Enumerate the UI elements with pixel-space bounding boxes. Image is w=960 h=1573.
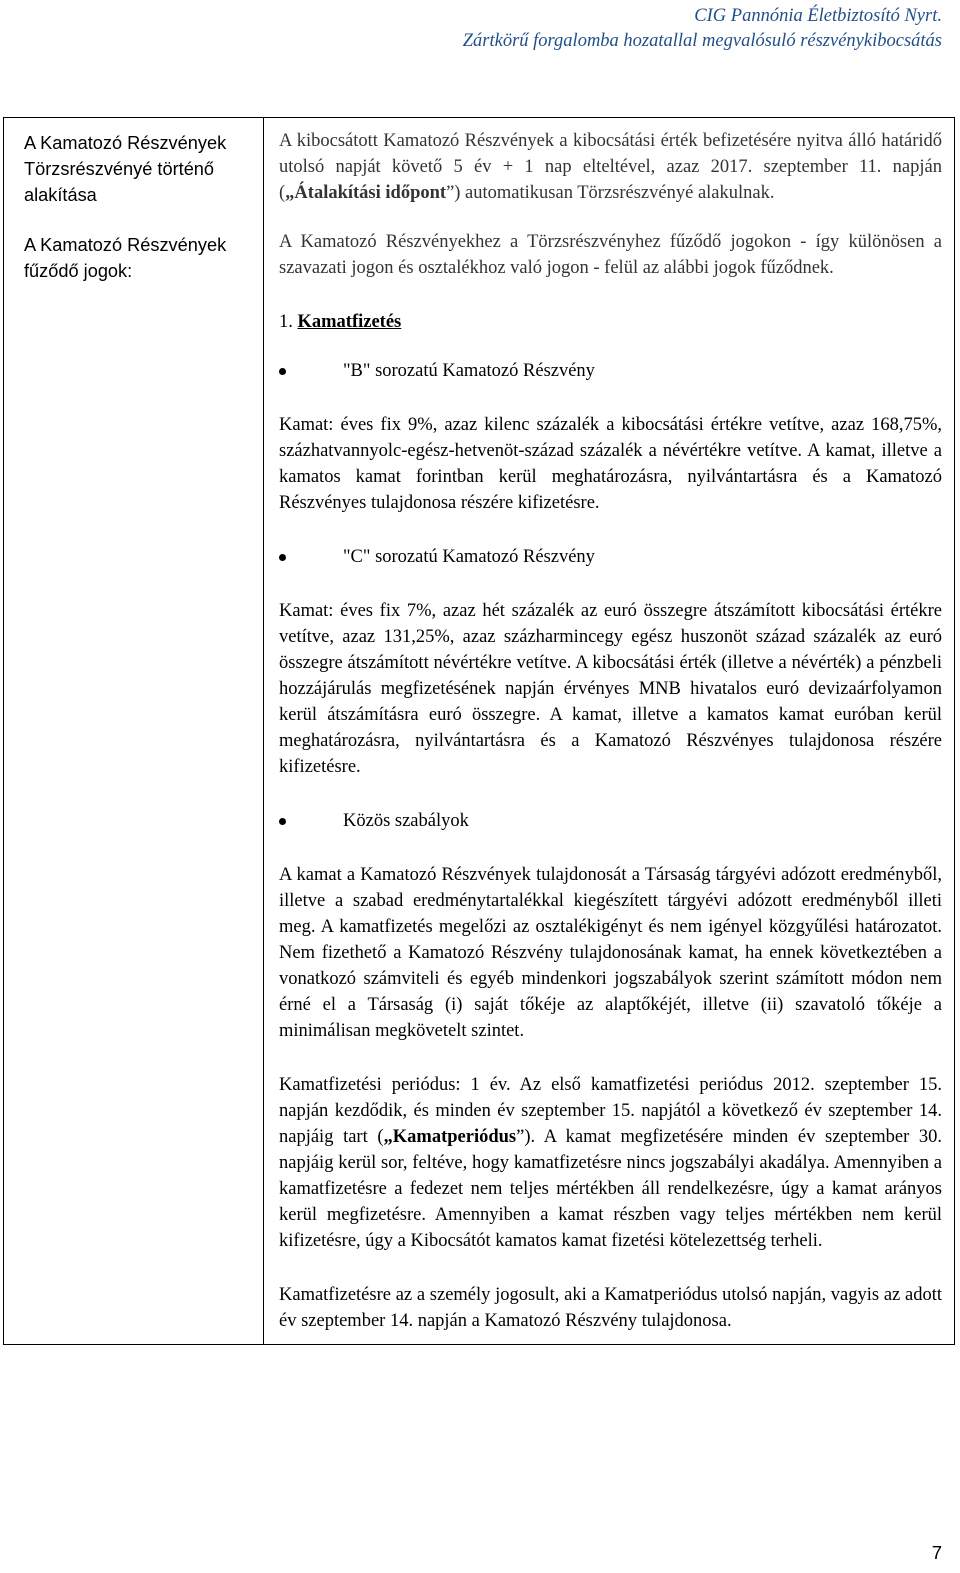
bullet-series-c <box>279 544 942 570</box>
row-content-cell <box>264 118 955 1345</box>
conversion-term: „Átalakítási időpont <box>285 183 447 203</box>
bullet-common-rules-label: Közös szabályok <box>343 811 469 831</box>
bullet-dot-icon <box>279 554 286 561</box>
entitlement-paragraph: Kamatfizetésre az a személy jogosult, aki a Kamatperiódus utolsó napján, vagyis az adott év szeptember 14. napján a Kamatozó Részvény tulajdonosa. <box>279 1285 942 1331</box>
row-label-conversion: A Kamatozó Részvények Törzsrészvényé történő alakítása <box>24 133 227 205</box>
terms-table <box>3 117 955 1345</box>
section-title: Kamatfizetés <box>297 312 402 332</box>
section-heading <box>279 309 942 335</box>
conversion-text-b: ”) automatikusan Törzsrészvényé alakulnak. <box>446 183 775 203</box>
conversion-text-a: A kibocsátott Kamatozó Részvények a kibocsátási érték befizetésére nyitva álló határidő utolsó napját követő 5 év + 1 nap elteltével, azaz 2017. szeptember 11. napján ( <box>279 131 942 203</box>
series-b-paragraph: Kamat: éves fix 9%, azaz kilenc százalék a kibocsátási értékre vetítve, azaz 168,75%, százhatvannyolc-egész-hetvenöt-század százalék a névértékre vetítve. A kamat, illetve a kamatos kamat forintban kerül meghatározásra, nyilvántartásra és a Kamatozó Részvényes tulajdonosa részére kifizetésre. <box>279 415 942 513</box>
interest-period-text-b: ”). A kamat megfizetésére minden év szeptember 30. napjáig kerül sor, feltéve, hogy kamatfizetésre nincs jogszabályi akadálya. Amennyiben a kamatfizetésre a fedezet nem teljes mértékben áll rendelkezésre, úgy a kamat arányos kerül megfizetésre. Amennyiben a kamat részben vagy teljes mértékben nem kerül kifizetésre, úgy a Kibocsátót kamatos kamat fizetési kötelezettség terheli. <box>279 1127 942 1251</box>
interest-period-term: „Kamatperiódus <box>383 1127 517 1147</box>
bullet-dot-icon <box>279 818 286 825</box>
series-c-paragraph: Kamat: éves fix 7%, azaz hét százalék az euró összegre átszámított kibocsátási értékre vetítve, azaz 131,25%, azaz százharmincegy egész huszonöt század százalék az euró összegre átszámított névértékre vetítve. A kibocsátási érték (illetve a névérték) a pénzbeli hozzájárulás megfizetésének napján érvényes MNB hivatalos euró devizaárfolyamon kerül átszámításra euró összegre. A kamat, illetve a kamatos kamat euróban kerül meghatározásra, nyilvántartásra és a Kamatozó Részvényes tulajdonosa részére kifizetésre. <box>279 601 942 777</box>
interest-period-paragraph <box>279 1072 942 1254</box>
interest-period-text-a: Kamatfizetési periódus: 1 év. Az első kamatfizetési periódus 2012. szeptember 15. napján kezdődik, és minden év szeptember 15. napjától a következő év szeptember 14. napjáig tart ( <box>279 1075 942 1147</box>
bullet-series-b-label: "B" sorozatú Kamatozó Részvény <box>343 361 595 381</box>
section-number: 1. <box>279 312 293 332</box>
bullet-common-rules <box>279 808 942 834</box>
row-labels-cell <box>4 118 264 1345</box>
row-label-rights: A Kamatozó Részvények fűződő jogok: <box>24 235 227 281</box>
rights-intro: A Kamatozó Részvényekhez a Törzsrészvényhez fűződő jogokon - így különösen a szavazati jogon és osztalékhoz való jogon - felül az alábbi jogok fűződnek. <box>279 232 942 278</box>
bullet-series-b <box>279 358 942 384</box>
conversion-paragraph <box>279 128 942 206</box>
table-row <box>4 118 955 1345</box>
page-number: 7 <box>931 1542 942 1563</box>
bullet-dot-icon <box>279 368 286 375</box>
bullet-series-c-label: "C" sorozatú Kamatozó Részvény <box>343 547 595 567</box>
page-header <box>242 4 942 54</box>
header-company: CIG Pannónia Életbiztosító Nyrt. <box>694 6 942 26</box>
common-rules-paragraph: A kamat a Kamatozó Részvények tulajdonosát a Társaság tárgyévi adózott eredményből, illetve a szabad eredménytartalékkal kiegészített tárgyévi adózott eredményből illeti meg. A kamatfizetés megelőzi az osztalékigényt és nem igényel közgyűlési határozatot. Nem fizethető a Kamatozó Részvény tulajdonosának kamat, ha ennek következtében a vonatkozó számviteli és egyéb mindenkori jogszabályok szerint számított módon nem érné el a Társaság (i) saját tőkéje az alaptőkéjét, illetve (ii) szavatoló tőkéje a minimálisan megkövetelt szintet. <box>279 865 942 1041</box>
header-subtitle: Zártkörű forgalomba hozatallal megvalósuló részvénykibocsátás <box>462 31 942 51</box>
